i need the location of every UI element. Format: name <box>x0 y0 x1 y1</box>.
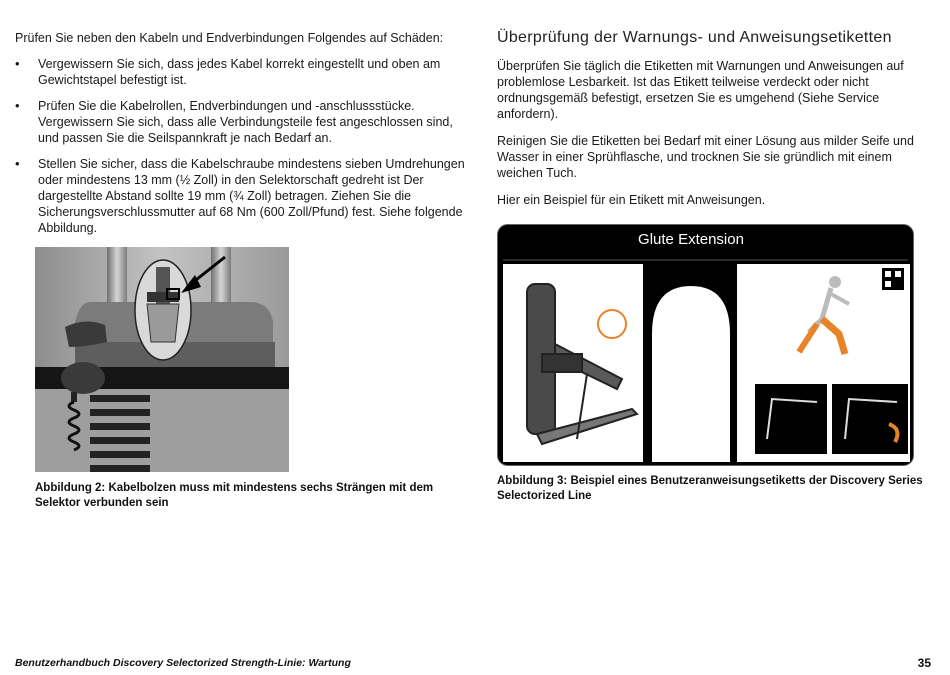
list-item <box>15 56 465 88</box>
list-item-text: Vergewissern Sie sich, dass jedes Kabel korrekt eingestellt und oben am Gewichtstapel befestigt ist. <box>38 57 441 87</box>
section-heading: Überprüfung der Warnungs- und Anweisungsetiketten <box>497 29 892 46</box>
list-item-text: Stellen Sie sicher, dass die Kabelschraube mindestens sieben Umdrehungen oder mindestens 13 mm (½ Zoll) in den Selektorschaft gedreht ist Der dargestellte Abstand sollte 19 mm (¾ Zoll) betragen. Ziehen Sie die Sicherungsverschlussmutter auf 68 Nm (600 Zoll/Pfund) fest. Siehe folgende Abbildung. <box>38 157 465 235</box>
glute-extension-label <box>497 224 914 466</box>
label-title: Glute Extension <box>638 231 744 248</box>
bullet-marker: • <box>15 98 20 113</box>
paragraph: Reinigen Sie die Etiketten bei Bedarf mit einer Lösung aus milder Seife und Wasser in einer Sprühflasche, und trocknen Sie sie gründlich mit einem weichen Tuch. <box>497 134 914 180</box>
paragraph: Überprüfen Sie täglich die Etiketten mit Warnungen und Anweisungen auf problemlose Lesbarkeit. Ist das Etikett teilweise verdeckt oder nicht ordnungsgemäß befestigt, ersetzen Sie es umgehend (Siehe Service anfordern). <box>497 59 904 121</box>
cable-bolt-illustration <box>35 247 289 472</box>
footer-title: Benutzerhandbuch Discovery Selectorized Strength-Linie: Wartung <box>15 657 351 669</box>
instruction-label-image <box>497 224 914 466</box>
cable-bolt-photo <box>35 247 289 472</box>
right-column <box>497 28 917 219</box>
inspection-list <box>15 56 465 236</box>
list-item <box>15 98 465 146</box>
paragraph: Hier ein Beispiel für ein Etikett mit Anweisungen. <box>497 193 766 207</box>
figure-3-caption: Abbildung 3: Beispiel eines Benutzeranweisungsetiketts der Discovery Series Selectorized Line <box>497 475 923 502</box>
intro-paragraph: Prüfen Sie neben den Kabeln und Endverbindungen Folgendes auf Schäden: <box>15 31 444 45</box>
bullet-marker: • <box>15 56 20 71</box>
figure-2-caption: Abbildung 2: Kabelbolzen muss mit mindestens sechs Strängen mit dem Selektor verbunden sein <box>35 482 434 509</box>
list-item-text: Prüfen Sie die Kabelrollen, Endverbindungen und -anschlussstücke. Vergewissern Sie sich, dass alle Verbindungsteile fest angeschlossen sind, und passen Sie die Seilspannkraft je nach Bedarf an. <box>38 99 453 145</box>
page-number: 35 <box>917 656 931 670</box>
left-column <box>15 30 465 246</box>
list-item <box>15 156 465 236</box>
bullet-marker: • <box>15 156 20 171</box>
